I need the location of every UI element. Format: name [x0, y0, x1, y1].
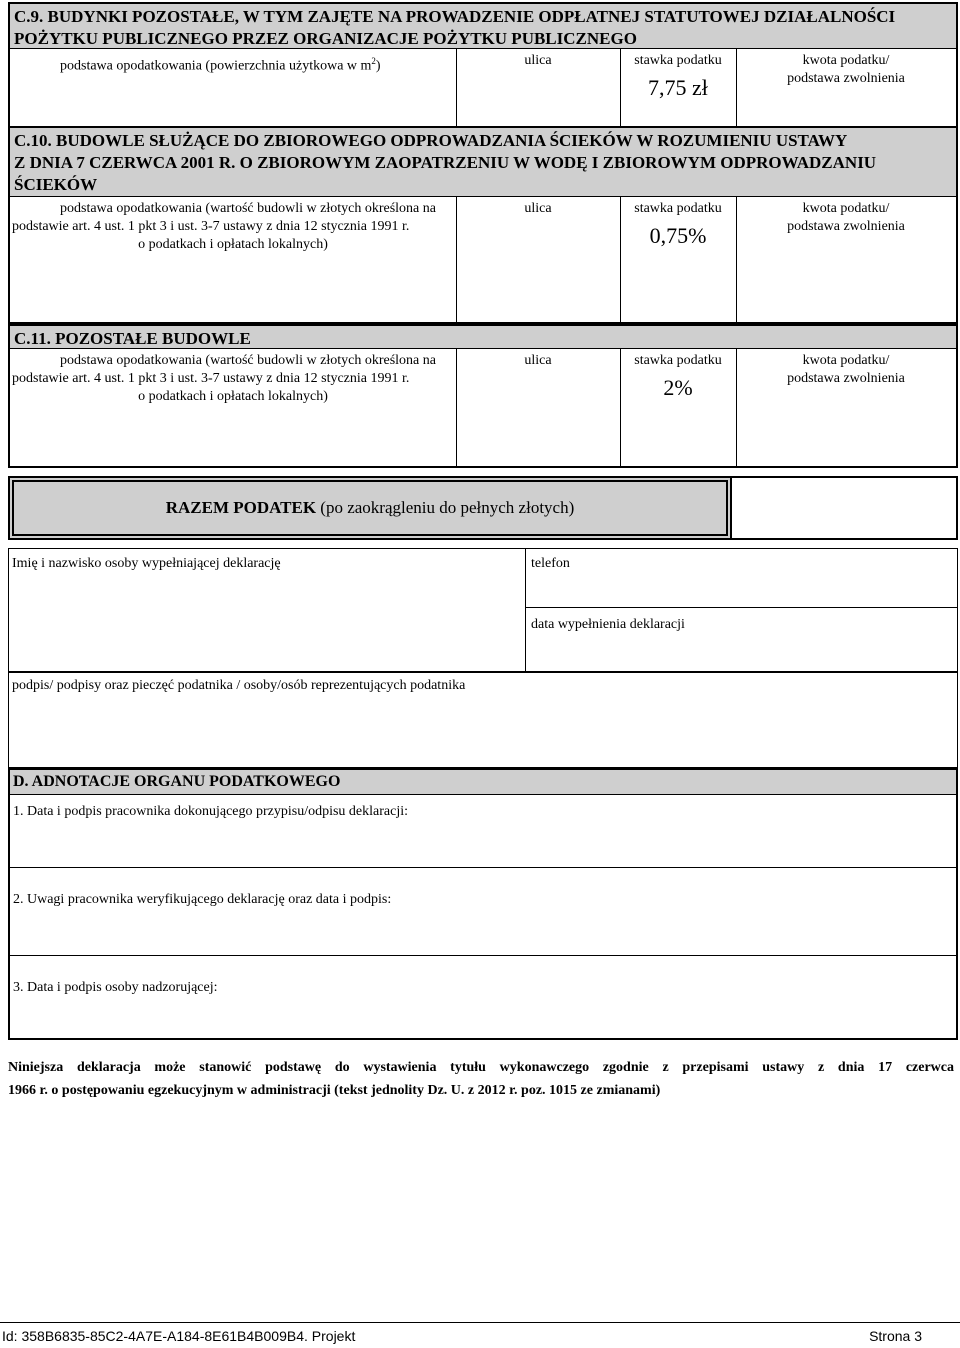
filler-name-input[interactable]: [13, 577, 519, 663]
section-c10-title-line1: C.10. BUDOWLE SŁUŻĄCE DO ZBIOROWEGO ODPROWADZANIA ŚCIEKÓW W ROZUMIENIU USTAWY: [14, 131, 848, 150]
c9-rate-label: stawka podatku: [634, 53, 722, 68]
section-d-item2: 2. Uwagi pracownika weryfikującego deklarację oraz data i podpis:: [13, 892, 392, 907]
section-d-item1-input[interactable]: [14, 823, 950, 865]
section-d: [8, 768, 958, 1040]
c9-amount-label: kwota podatku/ podstawa zwolnienia: [787, 53, 905, 86]
section-c11: [8, 324, 958, 468]
c11-rate-value: 2%: [663, 375, 693, 400]
c9-rate-value: 7,75 zł: [648, 75, 708, 100]
footer-page-number: Strona 3: [869, 1328, 922, 1344]
total-tax-amount-input[interactable]: [730, 478, 956, 538]
c10-street-label: ulica: [524, 201, 552, 216]
footer-document-id: Id: 358B6835-85C2-4A7E-A184-8E61B4B009B4. Projekt: [2, 1328, 356, 1344]
signature-input[interactable]: [13, 699, 949, 761]
c10-rate-label: stawka podatku: [634, 201, 722, 216]
c11-street-label: ulica: [524, 353, 552, 368]
section-c9: [8, 2, 958, 126]
c9-base-label: podstawa opodatkowania (powierzchnia użytkowa w $m^2$): [60, 56, 381, 74]
section-c11-table: [10, 348, 956, 466]
c11-amount-input[interactable]: [742, 397, 952, 457]
legal-notice-line2: 1966 r. o postępowaniu egzekucyjnym w administracji (tekst jednolity Dz. U. z 2012 r. poz. 1015 ze zmianami): [8, 1083, 661, 1098]
c10-amount-label: kwota podatku/ podstawa zwolnienia: [787, 201, 905, 234]
c10-rate-value: 0,75%: [649, 223, 707, 248]
filler-name-label: Imię i nazwisko osoby wypełniającej deklarację: [12, 556, 281, 571]
c9-amount-input[interactable]: [742, 93, 952, 123]
c11-base-label: podstawa opodatkowania (wartość budowli w złotych określona na podstawie art. 4 ust. 1 pkt 3 i ust. 3-7 ustawy z dnia 12 stycznia 1991 r. o podatkach i opłatach lokalnych): [12, 353, 436, 404]
legal-notice-line1: Niniejsza deklaracja może stanowić podstawę do wystawienia tytułu wykonawczego zgodnie z przepisami ustawy z dnia 17 czerwca: [8, 1060, 954, 1075]
section-c10: [8, 126, 958, 324]
signature-label: podpis/ podpisy oraz pieczęć podatnika / osoby/osób reprezentujących podatnika: [12, 678, 466, 693]
total-tax-label-box: [12, 480, 728, 536]
total-tax-row: [8, 476, 958, 540]
filler-date-input[interactable]: [531, 637, 951, 665]
c11-amount-label: kwota podatku/ podstawa zwolnienia: [787, 353, 905, 386]
legal-notice: [8, 1056, 954, 1102]
section-d-item3: 3. Data i podpis osoby nadzorującej:: [13, 980, 218, 995]
total-tax-label: RAZEM PODATEK (po zaokrągleniu do pełnych złotych): [165, 498, 575, 517]
filler-phone-label: telefon: [531, 556, 570, 571]
section-c10-title-line2: Z DNIA 7 CZERWCA 2001 R. O ZBIOROWYM ZAOPATRZENIU W WODĘ I ZBIOROWYM ODPROWADZANIU: [14, 153, 877, 172]
filler-date-label: data wypełnienia deklaracji: [531, 617, 685, 632]
section-c9-table: [10, 48, 956, 126]
section-c10-table: [10, 196, 956, 322]
section-c9-title-line1: C.9. BUDYNKI POZOSTAŁE, W TYM ZAJĘTE NA PROWADZENIE ODPŁATNEJ STATUTOWEJ DZIAŁALNOŚCI: [14, 7, 896, 26]
section-d-item2-input[interactable]: [14, 911, 950, 951]
footer-divider: [0, 1322, 960, 1323]
filler-phone-input[interactable]: [531, 575, 951, 603]
c10-amount-input[interactable]: [742, 245, 952, 305]
section-d-title: D. ADNOTACJE ORGANU PODATKOWEGO: [13, 773, 341, 790]
section-d-item3-input[interactable]: [14, 999, 950, 1033]
c11-rate-label: stawka podatku: [634, 353, 722, 368]
section-d-body: [10, 794, 956, 1038]
section-c10-title: [10, 128, 956, 198]
section-c11-title: C.11. POZOSTAŁE BUDOWLE: [14, 329, 251, 348]
signature-block: [8, 672, 958, 768]
c9-street-input[interactable]: [462, 77, 612, 117]
section-c10-title-line3: ŚCIEKÓW: [14, 175, 98, 194]
section-c9-title-line2: POŻYTKU PUBLICZNEGO PRZEZ ORGANIZACJE POŻYTKU PUBLICZNEGO: [14, 29, 637, 48]
section-d-item1: 1. Data i podpis pracownika dokonującego przypisu/odpisu deklaracji:: [13, 804, 409, 819]
c10-base-label: podstawa opodatkowania (wartość budowli w złotych określona na podstawie art. 4 ust. 1 pkt 3 i ust. 3-7 ustawy z dnia 12 stycznia 1991 r. o podatkach i opłatach lokalnych): [12, 201, 436, 252]
c11-street-input[interactable]: [462, 379, 612, 455]
section-c9-title: [10, 4, 956, 52]
filler-info-block: [8, 548, 958, 672]
c10-street-input[interactable]: [462, 227, 612, 307]
c9-street-label: ulica: [524, 53, 552, 68]
